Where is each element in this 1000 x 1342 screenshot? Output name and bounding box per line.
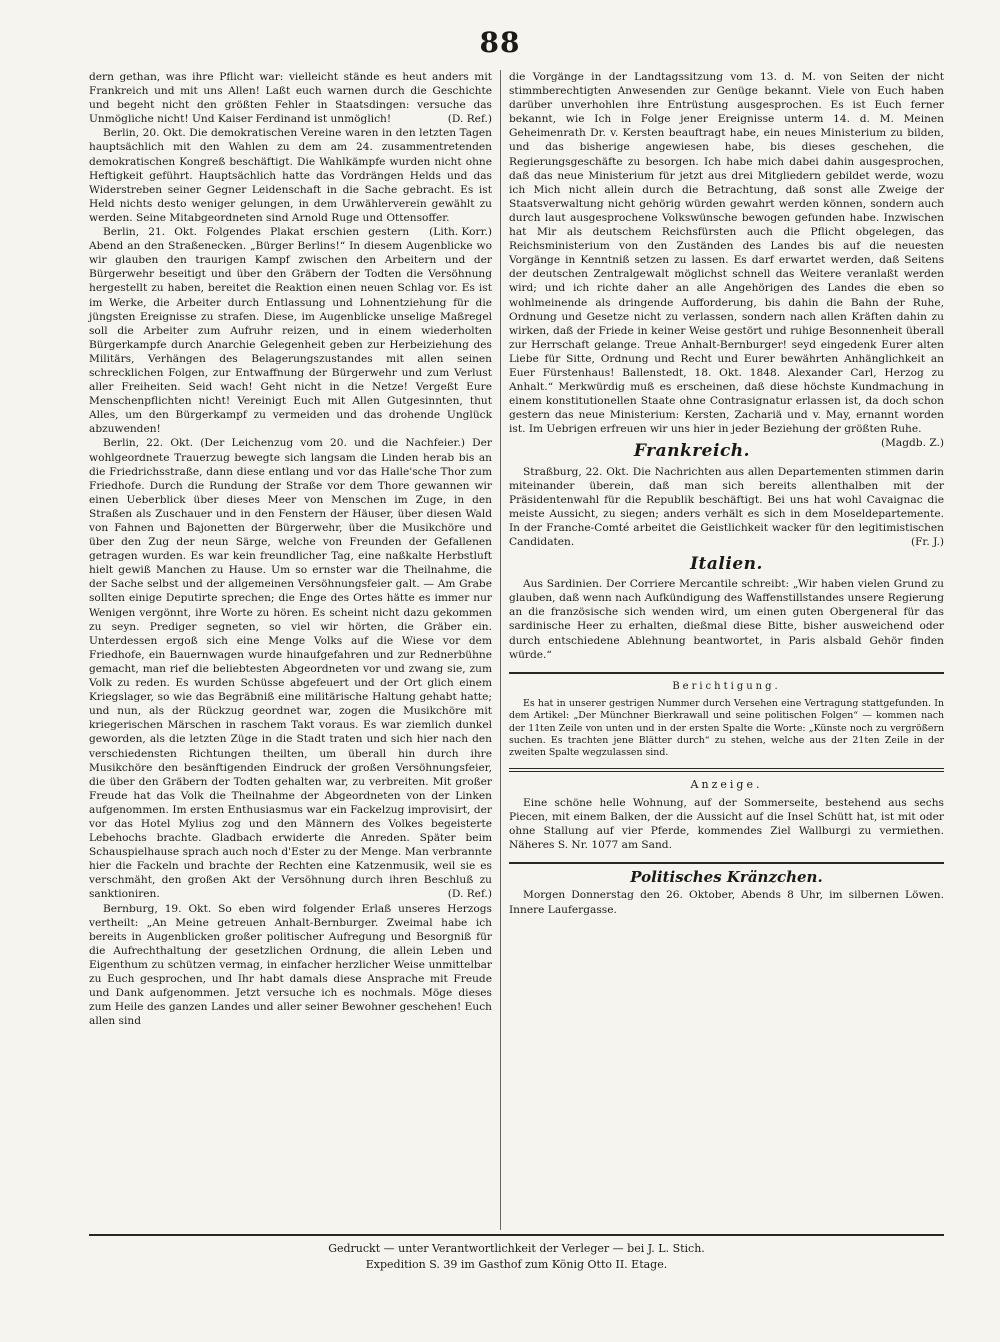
column-divider xyxy=(500,70,501,1230)
kranzchen-heading: Politisches Kränzchen. xyxy=(630,868,823,887)
left-column xyxy=(89,70,492,1028)
right-column xyxy=(509,70,944,917)
section-heading-italien: Italien. xyxy=(690,554,763,575)
article-bernburg: Bernburg, 19. Okt. So eben wird folgender Erlaß unseres Herzogs vertheilt: „An Meine getreuen Anhalt-Bernburger. Zweimal habe ich bereits in Augenblicken großer politischer Aufregung und Besorgniß für die Aufrechthaltung der gesetzlichen Ordnung, die allein Leben und Eigenthum zu schützen vermag, in einfacher herzlicher Weise unmittelbar zu Euch gesprochen, und Ihr habt damals diese Ansprache mit Freude und Dank aufgenommen. Jetzt versuche ich es nochmals. Möge dieses zum Heile des ganzen Landes und aller seiner Bewohner geschehen! Euch allen sind xyxy=(89,902,492,1028)
article-strassburg xyxy=(509,465,944,550)
article-text: die Vorgänge in der Landtagssitzung vom 13. d. M. von Seiten der nicht stimmberechtigten Anwesenden zur Genüge bekannt. Viele von Euch haben darüber unverhohlen ihre Entrüstung ausgesprochen. Es ist Euch ferner bekannt, wie Ich in Folge jener Ereignisse unterm 14. d. M. Meinen Geheimenrath Dr. v. Kersten beauftragt habe, ein neues Ministerium zu bilden, und das bisherige angewiesen habe, bis dieses geschehen, die Regierungsgeschäfte zu besorgen. Ich habe mich dabei dahin ausgesprochen, daß das neue Ministerium für jetzt aus drei Mitgliedern gebildet werde, wozu ich Mich nicht allein durch die Betrachtung, daß sonst alle Zweige der Staatsverwaltung nicht gehörig würden gewahrt werden können, sondern auch durch laut ausgesprochene Volkswünsche bewogen gefunden habe. Inzwischen hat Mir als deutschem Reichsfürsten auch die Pflicht obgelegen, das Reichsministerium von den Zuständen des Landes bis auf die neuesten Vorgänge in Kenntniß setzen zu lassen. Es darf erwartet werden, daß Seitens der deutschen Zentralgewalt möglichst schnell das Weitere veranlaßt werden wird; und ich richte daher an alle Angehörigen des Landes die eben so wohlmeinende als dringende Aufforderung, bis dahin die Bahn der Ruhe, Ordnung und Gesetze nicht zu verlassen, sondern nach allen Kräften dahin zu wirken, daß der Friede in keiner Weise gestört und ruhige Besonnenheit überall zur Herrschaft gelange. Treue Anhalt-Bernburger! seyd eingedenk Eurer alten Liebe für Sitte, Ordnung und Recht und Eurer bewährten Anhänglichkeit an Euer Fürstenhaus! Ballenstedt, 18. Okt. 1848. Alexander Carl, Herzog zu Anhalt.“ Merkwürdig muß es erscheinen, daß diese höchste Kundmachung in einem konstitutionellen Staate ohne Contrasignatur erlassen ist, da doch schon gestern das neue Ministerium: Kersten, Zachariä und v. May, ernannt worden ist. Im Uebrigen erfreuen wir uns hier in jeder Beziehung der größten Ruhe. xyxy=(509,71,944,436)
section-divider xyxy=(509,672,944,674)
berichtigung-heading: Berichtigung. xyxy=(672,680,781,692)
article-sardinien: Aus Sardinien. Der Corriere Mercantile schreibt: „Wir haben vielen Grund zu glauben, daß wenn nach Aufkündigung des Waffenstillstandes unsere Regierung an die französische sich wenden wird, um einen guten Obergeneral für das sardinische Heer zu erhalten, dießmal diese Bitte, bisher ausweichend oder durch entschiedene Ablehnung beantwortet, in Paris alsbald Gehör finden würde.“ xyxy=(509,578,944,661)
source-reference: (Magdb. Z.) xyxy=(880,437,944,450)
article-berlin-22 xyxy=(89,436,492,901)
article-text: dern gethan, was ihre Pflicht war: vielleicht stände es heut anders mit Frankreich und mit uns Allen! Laßt euch warnen durch die Geschichte und begeht nicht den größten Fehler in Staatsdingen: versuche das Unmögliche nicht! Und Kaiser Ferdinand ist unmöglich! xyxy=(89,71,492,126)
article-text: Berlin, 22. Okt. (Der Leichenzug vom 20. und die Nachfeier.) Der wohlgeordnete Trauerzug bewegte sich langsam die Linden herab bis an die Friedrichsstraße, dann diese entlang und vor das Halle'sche Thor zum Friedhofe. Durch die Rundung der Straße vor dem Thore gewannen wir einen Ueberblick über dieses Meer von Menschen im Zuge, in den Straßen als Zuschauer und in den Fenstern der Häuser, über diesen Wald von Fahnen und Bajonetten der Bürgerwehr, über die Musikchöre und über den Zug der neun Särge, welche von Freunden der Gefallenen getragen wurden. Es war kein freundlicher Tag, eine naßkalte Herbstluft hielt gewiß Manchen zu Hause. Um so ernster war die Theilnahme, die der Sache selbst und der allgemeinen Versöhnungsfeier galt. — Am Grabe sollten einige Deputirte sprechen; die Enge des Ortes hätte es immer nur Wenigen vergönnt, ihre Worte zu hören. Es scheint nicht dazu gekommen zu seyn. Prediger segneten, so viel wir hörten, die Gräber ein. Unterdessen ergoß sich eine Menge Volks auf die Wiese vor dem Friedhofe, ein Bauernwagen wurde hinaufgefahren und zur Rednerbühne gemacht, man rief die beliebtesten Abgeordneten vor und zwang sie, zum Volk zu reden. Es wurden Schüsse abgefeuert und der Ort glich einem Kriegslager, so wie das Begräbniß eine militärische Haltung gehabt hatte; und nun, als der Rückzug geordnet war, zogen die Musikchöre mit kriegerischen Märschen in raschem Takt voraus. Es war ziemlich dunkel geworden, als die letzten Züge in die Stadt traten und sich hier nach den verschiedensten Richtungen theilten, um überall hin durch ihre Musikchöre den besänftigenden Eindruck der großen Versöhnungsfeier, die über den Gräbern der Todten gehalten war, zu verbreiten. Mit großer Freude hat das Volk die Theilnahme der Abgeordneten von der Linken aufgenommen. Im ersten Enthusiasmus war ein Fackelzug improvisirt, der vor das Hotel Mylius zog und den Männern des Volkes begeisterte Lebehochs brachte. Gladbach erwiderte die Anreden. Später beim Schauspielhause sprach auch noch d'Ester zu der Menge. Man verbrannte hier die Fackeln und brachte der Rechten eine Katzenmusik, weil sie es verschmäht, den großen Akt der Versöhnung durch ihren Beschluß zu sanktioniren. xyxy=(89,437,492,901)
source-reference: (Lith. Korr.) xyxy=(429,226,492,239)
berichtigung-block xyxy=(509,698,944,760)
page-number: 88 xyxy=(479,26,521,59)
double-divider xyxy=(509,768,944,772)
kranzchen-text: Morgen Donnerstag den 26. Oktober, Abends 8 Uhr, im silbernen Löwen. Innere Laufergasse. xyxy=(509,889,944,916)
imprint-footer xyxy=(89,1234,944,1273)
berichtigung-text: Es hat in unserer gestrigen Nummer durch Versehen eine Vertragung stattgefunden. In dem Artikel: „Der Münchner Bierkrawall und seine politischen Folgen“ — kommen nach der 11ten Zeile von unten und in der ersten Spalte die Worte: „Künste noch zu vergrößern suchen. Es trachten jene Blätter durch“ zu stehen, welche aus der 21ten Zeile in der zweiten Spalte wegzulassen sind. xyxy=(509,697,944,759)
section-divider xyxy=(509,862,944,864)
section-heading-frankreich: Frankreich. xyxy=(633,441,751,462)
article-text: Berlin, 20. Okt. Die demokratischen Vereine waren in den letzten Tagen hauptsächlich mit den Wahlen zu dem am 24. zusammentretenden demokratischen Kongreß beschäftigt. Die Wahlkämpfe wurden nicht ohne Heftigkeit geführt. Hauptsächlich hatte das Vordrängen Helds und das Widerstreben seiner Gegner Leidenschaft in die Sache gebracht. Es ist Held nichts desto weniger gelungen, in dem Urwählerverein gewählt zu werden. Seine Mitabgeordneten sind Arnold Ruge und Ottensoffer. xyxy=(89,127,492,224)
source-reference: (D. Ref.) xyxy=(447,888,492,901)
imprint-printer: Gedruckt — unter Verantwortlichkeit der Verleger — bei J. L. Stich. xyxy=(328,1242,705,1255)
article-berlin-21: Berlin, 21. Okt. Folgendes Plakat erschien gestern Abend an den Straßenecken. „Bürger Berlins!“ In diesem Augenblicke wo wir glauben den traurigen Kampf zwischen den Arbeitern und der Bürgerwehr beseitigt und über den Gräbern der Todten die Versöhnung hergestellt zu haben, bereitet die Reaktion einen neuen Schlag vor. Es ist im Werke, die Arbeiter durch Entlassung und Lohnentziehung für die jüngsten Ereignisse zu strafen. Diese, im Augenblicke unselige Maßregel soll die Arbeiter zum Aufruhr reizen, und in einem wiederholten Bürgerkampfe durch Anarchie Gelegenheit geben zur Herbeiziehung des Militärs, Verhängen des Belagerungszustandes mit allen seinen schrecklichen Folgen, zur Entwaffnung der Bürgerwehr und zum Verlust aller Freiheiten. Seid wach! Geht nicht in die Netze! Vergeßt Eure Menschenpflichten nicht! Vereinigt Euch mit Allen Gutgesinnten, thut Alles, um den Bürgerkampf zu vermeiden und das drohende Unglück abzuwenden! xyxy=(89,226,492,436)
source-reference: (D. Ref.) xyxy=(447,113,492,126)
anzeige-heading: Anzeige. xyxy=(690,777,763,791)
article-text: Straßburg, 22. Okt. Die Nachrichten aus allen Departementen stimmen darin miteinander überein, daß man sich bereits allenthalben mit der Präsidentenwahl für die Republik beschäftigt. Bei uns hat wohl Cavaignac die meiste Aussicht, zu siegen; anders verhält es sich in dem Moseldepartemente. In der Franche-Comté arbeitet die Geistlichkeit wacker für den legitimistischen Candidaten. xyxy=(509,465,944,548)
article-continuation xyxy=(89,70,492,126)
imprint-expedition: Expedition S. 39 im Gasthof zum König Otto II. Etage. xyxy=(365,1258,668,1271)
source-reference: (Fr. J.) xyxy=(910,536,944,548)
article-bernburg-continuation xyxy=(509,70,944,450)
anzeige-text: Eine schöne helle Wohnung, auf der Sommerseite, bestehend aus sechs Piecen, mit einem Balken, der die Aussicht auf die Insel Schütt hat, ist mit oder ohne Stallung auf vier Pferde, kommendes Ziel Wallburgi zu vermiethen. Näheres S. Nr. 1077 am Sand. xyxy=(509,796,944,852)
article-berlin-20 xyxy=(89,126,492,239)
